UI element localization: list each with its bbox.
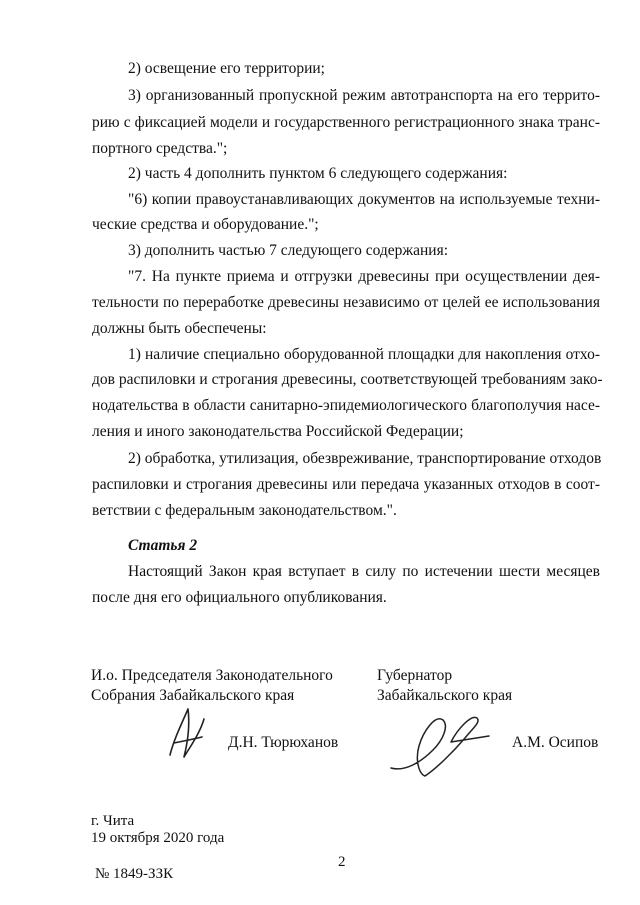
right-handwritten-signature <box>385 712 495 787</box>
text-line: Настоящий Закон края вступает в силу по истечении шести месяцев <box>128 563 600 580</box>
right-title-line2: Забайкальского края <box>377 687 513 704</box>
left-title-line1: И.о. Председателя Законодательного <box>91 667 333 684</box>
text-line: тельности по переработке древесины независимо от целей ее использования <box>92 294 600 311</box>
article-heading: Статья 2 <box>128 537 198 554</box>
text-line: портного средства."; <box>92 140 228 157</box>
text-line: ления и иного законодательства Российской Федерации; <box>92 423 464 440</box>
text-line: 2) освещение его территории; <box>128 60 325 77</box>
text-line: 2) часть 4 дополнить пунктом 6 следующего содержания: <box>128 165 508 182</box>
text-line: "7. На пункте приема и отгрузки древесины при осуществлении дея- <box>128 268 600 285</box>
left-title-line2: Собрания Забайкальского края <box>91 687 295 704</box>
text-line: ческие средства и оборудование."; <box>92 216 319 233</box>
date-label: 19 октября 2020 года <box>91 830 225 846</box>
right-title-line1: Губернатор <box>377 667 453 684</box>
text-line: "6) копии правоустанавливающих документов на используемые техни- <box>128 191 600 208</box>
left-signatory-name: Д.Н. Тюрюханов <box>228 734 339 751</box>
text-line: 3) организованный пропускной режим автотранспорта на его террито- <box>128 87 600 104</box>
left-signatory-title <box>91 666 333 706</box>
text-line: 1) наличие специально оборудованной площадки для накопления отхо- <box>128 346 600 363</box>
text-line: 3) дополнить частью 7 следующего содержания: <box>128 242 449 259</box>
text-line: рию с фиксацией модели и государственного регистрационного знака транс- <box>92 114 600 131</box>
page-number: 2 <box>338 854 346 870</box>
text-line: нодательства в области санитарно-эпидемиологического благополучия насе- <box>92 397 600 414</box>
text-line: 2) обработка, утилизация, обезвреживание, транспортирование отходов <box>128 450 602 467</box>
text-line: распиловки и строгания древесины или передача указанных отходов в соот- <box>92 476 600 493</box>
text-line: должны быть обеспечены: <box>92 320 267 337</box>
right-signatory-title <box>377 666 512 706</box>
right-signatory-name: А.М. Осипов <box>512 734 599 751</box>
text-line: дов распиловки и строгания древесины, соответствующей требованиям зако- <box>92 371 603 388</box>
left-handwritten-signature <box>160 705 220 770</box>
text-line: после дня его официального опубликования. <box>92 589 387 606</box>
document-number: № 1849-ЗЗК <box>95 866 174 882</box>
city-label: г. Чита <box>91 813 135 829</box>
text-line: ветствии с федеральным законодательством.". <box>92 502 397 519</box>
